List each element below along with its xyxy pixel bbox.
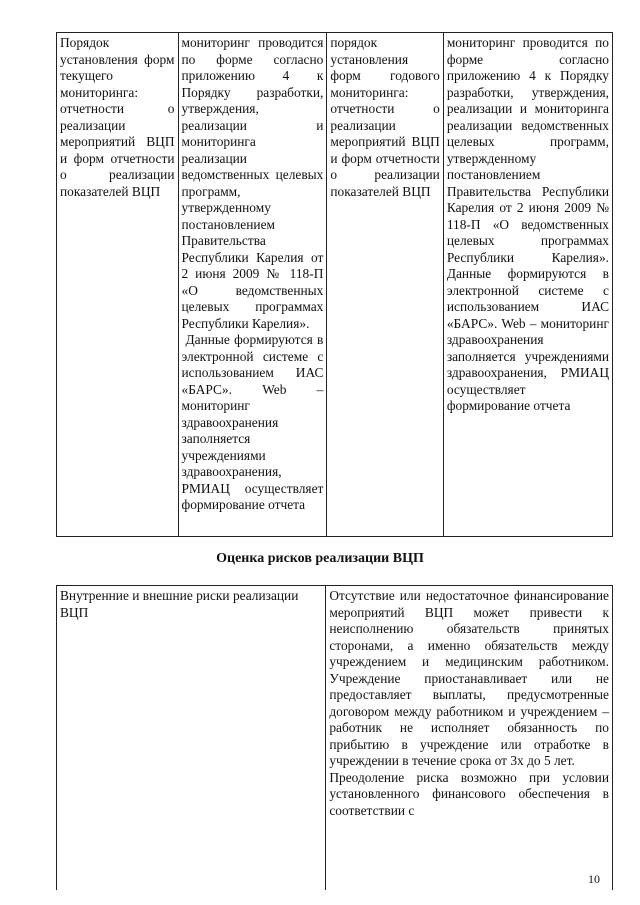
- table-cell-risk-description: [326, 586, 613, 891]
- table-row: [57, 586, 613, 891]
- page-number: 10: [588, 872, 600, 886]
- paragraph: Данные формируются в электронной системе с использованием ИАС «БАРС». Web – мониторинг здравоохранения заполняется учреждениями здравоохранения, РМИАЦ осуществляет формирование отчета: [181, 332, 324, 512]
- table-cell-current-monitoring-description: [178, 33, 327, 537]
- paragraph: Преодоление риска возможно при условии установленного финансового обеспечения в соответствии с: [329, 769, 609, 818]
- table-cell-annual-monitoring-label: порядок установления форм годового мониторинга: отчетности о реализации мероприятий ВЦП и форм отчетности о реализации показателей ВЦП: [327, 33, 443, 537]
- monitoring-table: [56, 32, 613, 537]
- table-row: [57, 33, 613, 537]
- table-cell-annual-monitoring-description: мониторинг проводится по форме согласно приложению 4 к Порядку разработки, утверждения, реализации и мониторинга реализации ведомственных целевых программ, утвержденному постановлением Правительства Республики Карелия от 2 июня 2009 № 118-П «О ведомственных целевых программах Республики Карелия». Данные формируются в электронной системе с использованием ИАС «БАРС». Web – мониторинг здравоохранения заполняется учреждениями здравоохранения, РМИАЦ осуществляет формирование отчета: [443, 33, 612, 537]
- paragraph: Отсутствие или недостаточное финансирование мероприятий ВЦП может привести к неисполнению обязательств принятых сторонами, а именно обязательств между учреждением и медицинским работником. Учреждение приостанавливает или не предоставляет выплаты, предусмотренные договором между работником и учреждением – работник не исполняет обязанность по прибытию в учреждение или отработке в учреждении в течение срока от 3х до 5 лет.: [329, 588, 609, 768]
- table-cell-current-monitoring-label: Порядок установления форм текущего мониторинга: отчетности о реализации мероприятий ВЦП и форм отчетности о реализации показателей ВЦП: [57, 33, 179, 537]
- table-cell-risk-label: Внутренние и внешние риски реализации ВЦП: [57, 586, 326, 891]
- section-title: Оценка рисков реализации ВЦП: [216, 551, 424, 566]
- paragraph: мониторинг проводится по форме согласно приложению 4 к Порядку разработки, утверждения, реализации и мониторинга реализации ведомственных целевых программ, утвержденному постановлением Правительства Республики Карелия от 2 июня 2009 № 118-П «О ведомственных целевых программах Республики Карелия».: [181, 35, 324, 331]
- risk-table: [56, 585, 613, 890]
